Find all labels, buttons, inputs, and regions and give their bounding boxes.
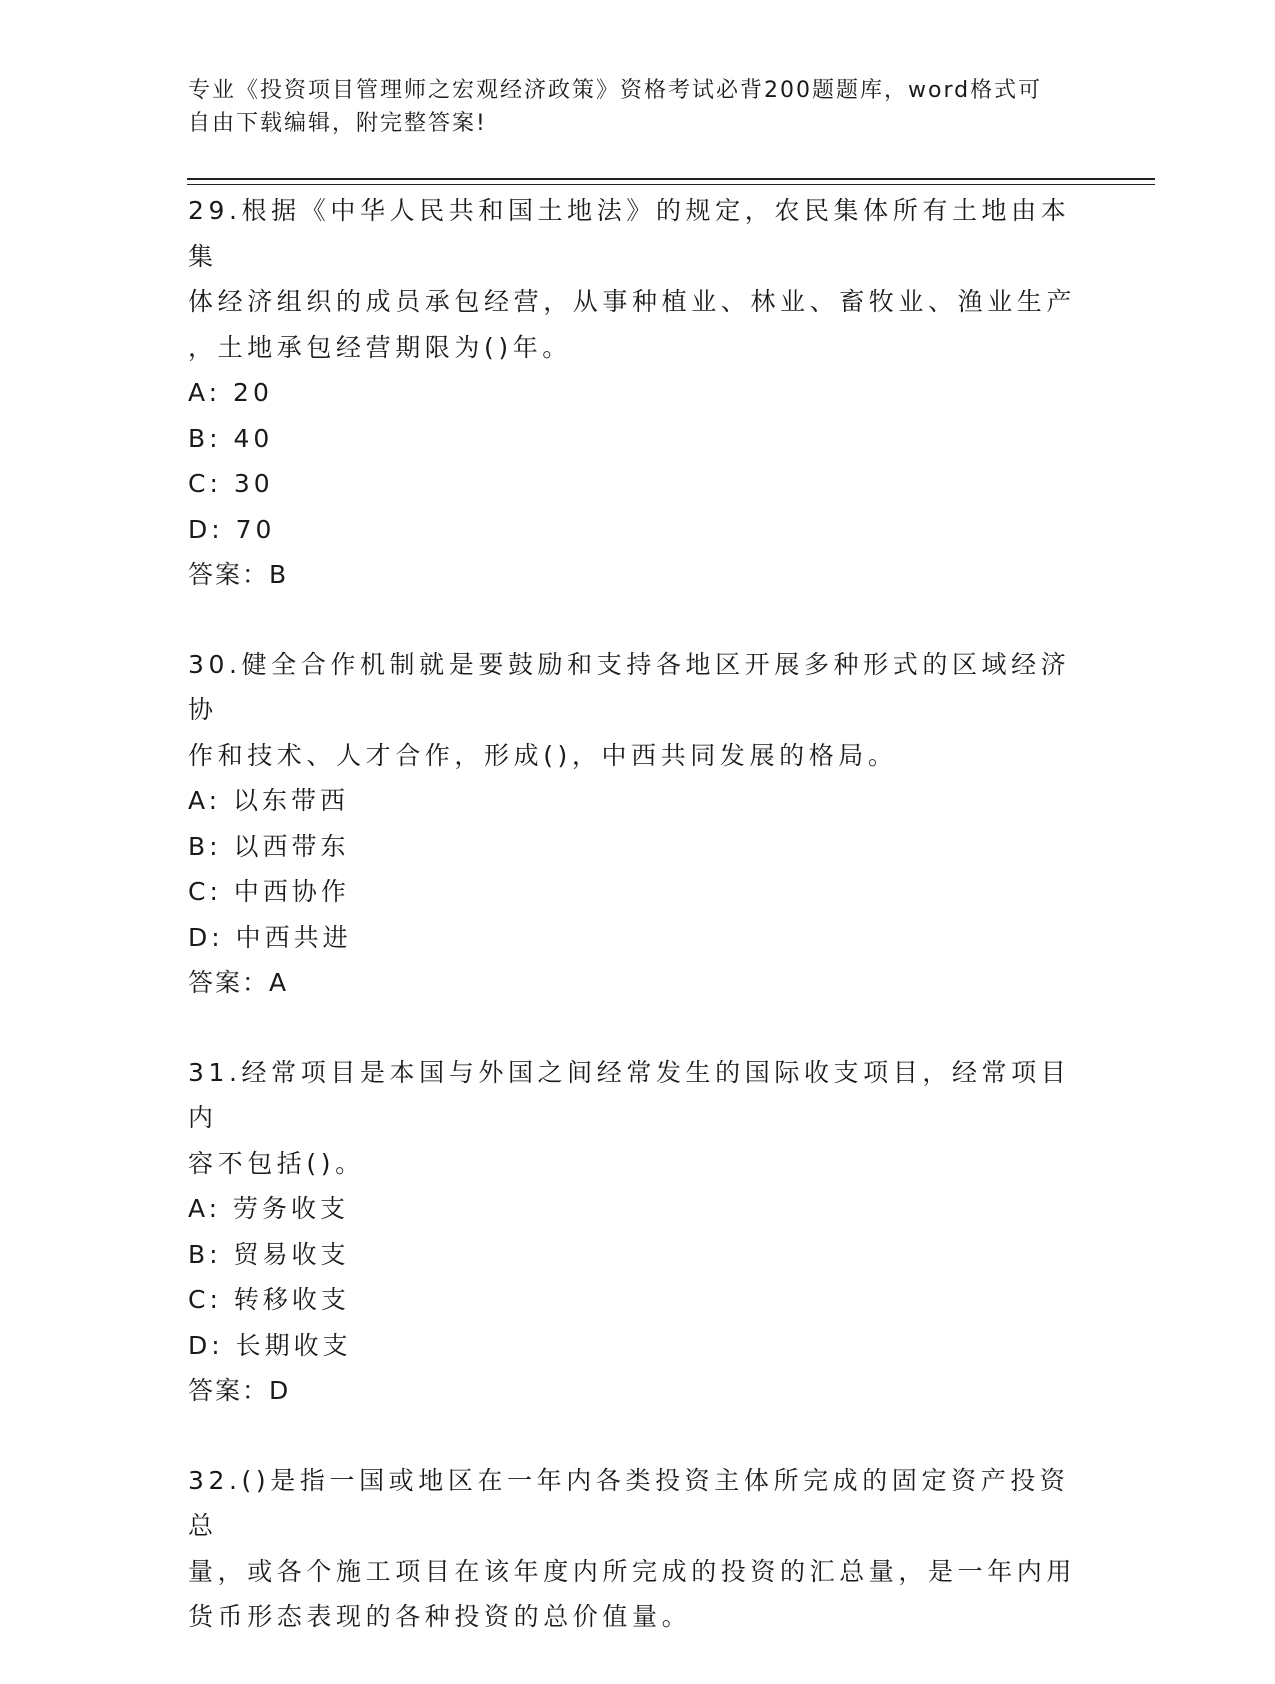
question-stem-line: 货币形态表现的各种投资的总价值量。 [188, 1602, 692, 1631]
answer: 答案：A [188, 968, 289, 997]
option-b: B: 40 [188, 423, 274, 453]
header-line-1: 专业《投资项目管理师之宏观经济政策》资格考试必背200题题库，word格式可 [188, 78, 1043, 103]
header-divider-thin [187, 184, 1155, 185]
option-c: C: 中西协作 [188, 877, 350, 906]
question-stem-line: 量，或各个施工项目在该年度内所完成的投资的汇总量，是一年内用 [188, 1556, 1077, 1586]
question-list [188, 188, 1088, 1684]
option-a: A: 20 [188, 378, 273, 407]
question-stem-line: 30.健全合作机制就是要鼓励和支持各地区开展多种形式的区域经济协 [188, 649, 1071, 724]
header-line-2: 自由下载编辑，附完整答案! [188, 111, 487, 136]
question-stem-line: 容不包括()。 [188, 1148, 365, 1178]
option-d: D: 长期收支 [188, 1330, 352, 1360]
answer: 答案：B [188, 560, 289, 589]
question-stem-line: 29.根据《中华人民共和国土地法》的规定，农民集体所有土地由本集 [188, 196, 1071, 271]
option-a: A: 以东带西 [188, 786, 350, 815]
question-stem-line: 作和技术、人才合作，形成()，中西共同发展的格局。 [188, 740, 898, 770]
option-b: B: 贸易收支 [188, 1239, 350, 1269]
question-32 [188, 1458, 1088, 1640]
question-stem-line: 32.()是指一国或地区在一年内各类投资主体所完成的固定资产投资总 [188, 1465, 1070, 1540]
question-29 [188, 188, 1088, 598]
question-30 [188, 642, 1088, 1006]
question-stem-line: 体经济组织的成员承包经营，从事种植业、林业、畜牧业、渔业生产 [188, 287, 1077, 316]
option-d: D: 中西共进 [188, 922, 352, 952]
option-a: A: 劳务收支 [188, 1194, 350, 1223]
question-stem-line: ，土地承包经营期限为()年。 [188, 332, 572, 362]
option-c: C: 转移收支 [188, 1285, 350, 1314]
option-b: B: 以西带东 [188, 831, 350, 861]
question-stem-line: 31.经常项目是本国与外国之间经常发生的国际收支项目，经常项目内 [188, 1057, 1071, 1132]
option-d: D: 70 [188, 514, 276, 544]
question-31 [188, 1050, 1088, 1414]
answer: 答案：D [188, 1376, 291, 1405]
option-c: C: 30 [188, 469, 274, 498]
document-header [188, 74, 1088, 140]
header-divider-thick [187, 178, 1155, 180]
